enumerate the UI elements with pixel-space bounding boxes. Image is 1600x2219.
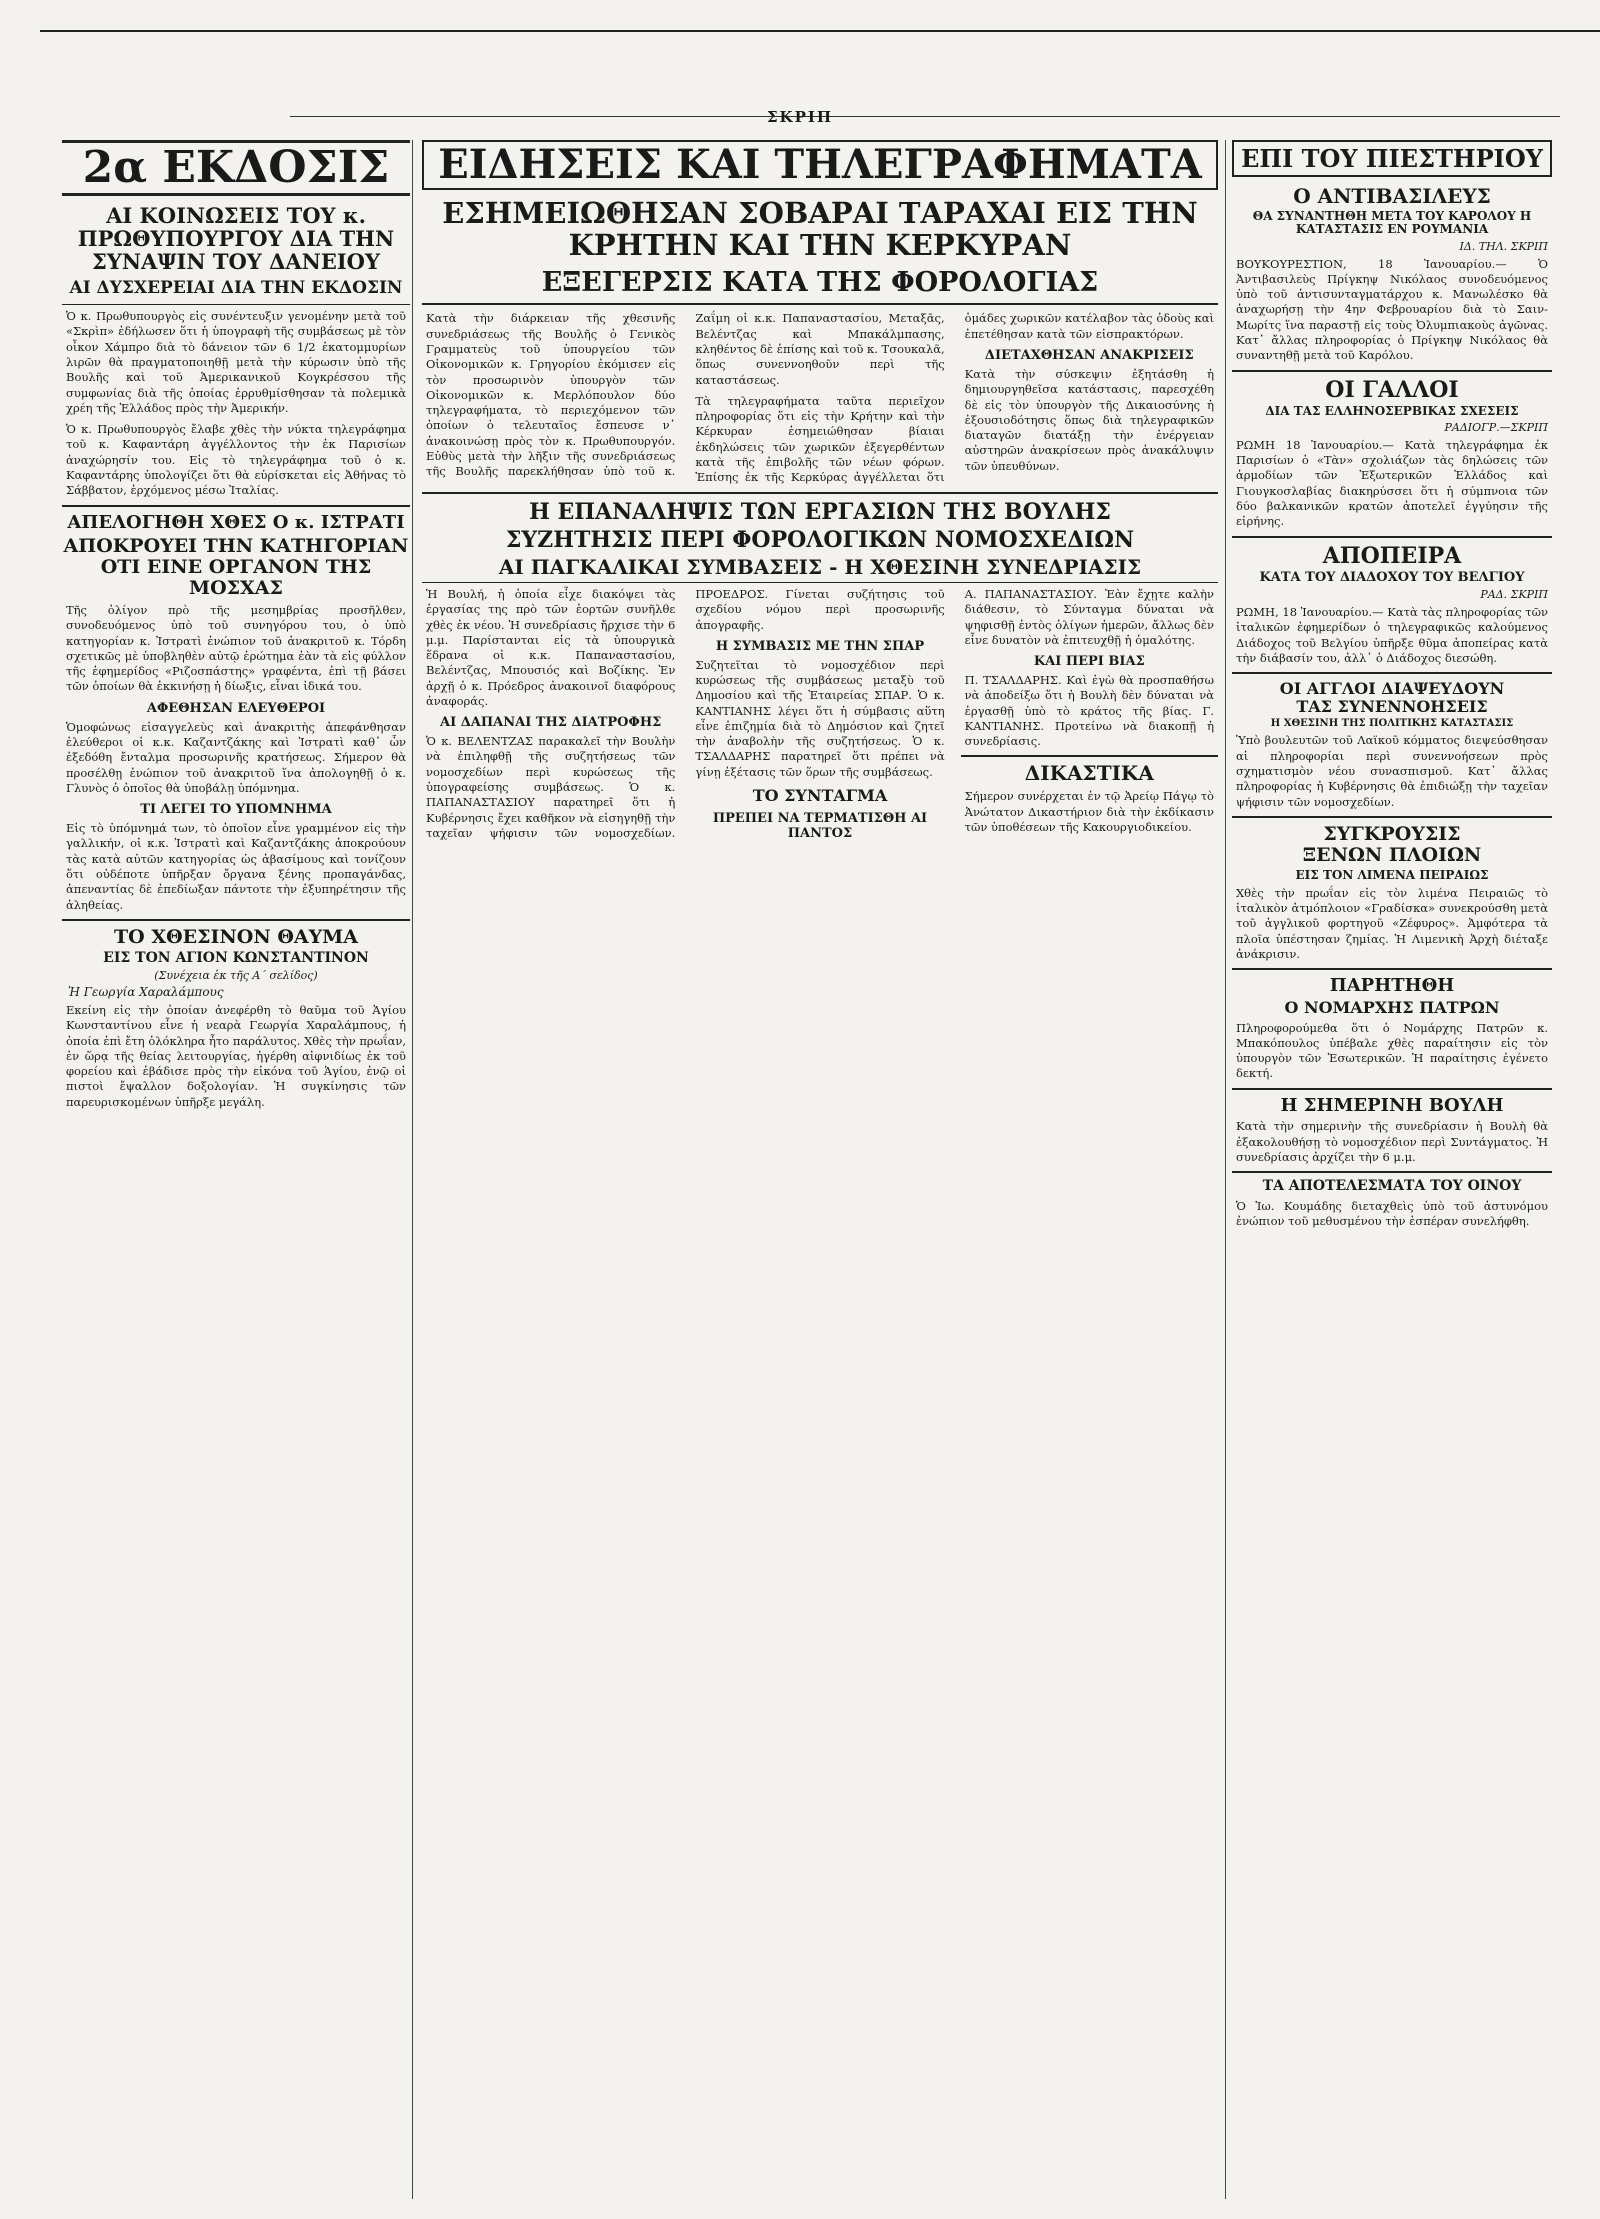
article-text: Ὁ κ. Πρωθυπουργὸς ἔλαβε χθὲς τὴν νύκτα τηλεγράφημα τοῦ κ. Καφαντάρη ἀγγέλλοντος τὴν ἐκ Παρισίων ἀναχώρησίν του. Εἰς τὸ τηλεγράφημα τοῦ ὁ κ. Καφαντάρης ὑπολογίζει ὅτι θὰ εὑρίσκεται εἰς Ἀθήνας τὸ Σάββατον, ἐρχόμενος μέσω Ἰταλίας. [66, 422, 406, 498]
article-text: Εκείνη εἰς τὴν ὁποίαν ἀνεφέρθη τὸ θαῦμα τοῦ Ἁγίου Κωνσταντίνου εἶνε ἡ νεαρὰ Γεωργία Χαραλάμπους, ἡ ὁποία ἐπὶ ἔτη ὁλόκληρα ἦτο παράλυτος. Χθὲς τὴν πρωΐαν, ἐν ὥρᾳ τῆς θείας λειτουργίας, ἠγέρθη αἰφνιδίως ἐκ τοῦ φορείου καὶ ἐβάδισε πρὸς τὴν εἰκόνα τοῦ Ἁγίου, ἐνῷ οἱ πιστοὶ ἔψαλλον δοξολογίαν. Ἡ συγκίνησις τῶν παρευρισκομένων ὑπῆρξε μεγάλη. [66, 1003, 406, 1109]
column-divider [412, 140, 413, 2199]
article-text: ΡΩΜΗ 18 Ἰανουαρίου.— Κατὰ τηλεγράφημα ἐκ Παρισίων ὁ «Τὰν» σχολιάζων τὰς δηλώσεις τῶν ἁρμοδίων τῶν Ἐξωτερικῶν Ἑλλάδος καὶ Γιουγκοσλαβίας διακηρύσσει ὅτι ἡ σύμπνοια τῶν δύο βαλκανικῶν κρατῶν ἀποτελεῖ ἐγγύησιν τῆς εἰρήνης. [1236, 437, 1548, 529]
headline-regent: Ο ΑΝΤΙΒΑΣΙΛΕΥΣ [1293, 184, 1491, 209]
section-heading: Η ΣΥΜΒΑΣΙΣ ΜΕ ΤΗΝ ΣΠΑΡ [715, 638, 925, 654]
section-heading: ΑΦΕΘΗΣΑΝ ΕΛΕΥΘΕΡΟΙ [146, 700, 326, 716]
article-text: Πληροφορούμεθα ὅτι ὁ Νομάρχης Πατρῶν κ. Μπακόπουλος ὑπέβαλε χθὲς παραίτησιν εἰς τὸν ὑπουργὸν τῶν Ἐσωτερικῶν. Ἡ παραίτησις ἐγένετο δεκτή. [1236, 1020, 1548, 1081]
headline-wine: ΤΑ ΑΠΟΤΕΛΕΣΜΑΤΑ ΤΟΥ ΟΙΝΟΥ [1262, 1178, 1522, 1195]
news-banner: ΕΙΔΗΣΕΙΣ ΚΑΙ ΤΗΛΕΓΡΑΦΗΜΑΤΑ [422, 140, 1218, 190]
article-text: Ὁ κ. Πρωθυπουργὸς εἰς συνέντευξιν γενομένην μετὰ τοῦ «Σκρὶπ» ἐδήλωσεν ὅτι ἡ ὑπογραφὴ τῆς συμβάσεως μὲ τὸν οἶκον Χάμπρο διὰ τὸ δάνειον τῶν 6 1/2 ἑκατομμυρίων λιρῶν θὰ πραγματοποιηθῇ μετὰ τὴν κύρωσιν ὑπὸ τῆς Βουλῆς καὶ τοῦ Ἀμερικανικοῦ Κογκρέσσου τῆς συμφωνίας διὰ τῆς ὁποίας ἐρρυθμίσθησαν τὰ πολεμικὰ χρέη τῆς Ἑλλάδος πρὸς τὴν Ἀμερικήν. [66, 309, 406, 415]
headline-riots: ΕΣΗΜΕΙΩΘΗΣΑΝ ΣΟΒΑΡΑΙ ΤΑΡΑΧΑΙ ΕΙΣ ΤΗΝ ΚΡΗΤΗΝ ΚΑΙ ΤΗΝ ΚΕΡΚΥΡΑΝ [442, 196, 1198, 262]
subheadline-denial: ΤΑΣ ΣΥΝΕΝΝΟΗΣΕΙΣ [1296, 696, 1488, 716]
article-text: Κατὰ τὴν σημερινὴν τῆς συνεδρίασιν ἡ Βουλὴ θὰ ἐξακολουθήσῃ τὸ νομοσχέδιον περὶ Συντάγματος. Ἡ συνεδρίασις ἀρχίζει τὴν 6 μ.μ. [1236, 1119, 1548, 1165]
section-heading: ΤΙ ΛΕΓΕΙ ΤΟ ΥΠΟΜΝΗΜΑ [140, 802, 332, 818]
article-text: Χθὲς τὴν πρωΐαν εἰς τὸν λιμένα Πειραιῶς τὸ ἰταλικὸν ἀτμόπλοιον «Γραδίσκα» συνεκρούσθη μετὰ τοῦ ἀγγλικοῦ φορτηγοῦ «Ζέφυρος». Ἀμφότερα τὰ πλοῖα ὑπέστησαν ζημίας. Ἡ Λιμενικὴ Ἀρχὴ διέταξε ἀνάκρισιν. [1236, 885, 1548, 961]
subheadline-miracle: ΕΙΣ ΤΟΝ ΑΓΙΟΝ ΚΩΝΣΤΑΝΤΙΝΟΝ [103, 949, 369, 966]
subheadline-riots: ΕΞΕΓΕΡΣΙΣ ΚΑΤΑ ΤΗΣ ΦΟΡΟΛΟΓΙΑΣ [541, 266, 1099, 298]
headline-collision: ΣΥΓΚΡΟΥΣΙΣ [1323, 822, 1461, 845]
parliament-article [422, 587, 1218, 843]
subheadline-parliament: ΣΥΖΗΤΗΣΙΣ ΠΕΡΙ ΦΟΡΟΛΟΓΙΚΩΝ ΝΟΜΟΣΧΕΔΙΩΝ [505, 526, 1135, 553]
article-text: ΒΟΥΚΟΥΡΕΣΤΙΟΝ, 18 Ἰανουαρίου.— Ὁ Ἀντιβασιλεὺς Πρίγκηψ Νικόλαος συνοδευόμενος ὑπὸ τοῦ ἀντισυνταγματάρχου κ. Μανωλέσκο θὰ ἀναχωρήσῃ τὴν 4ην Φεβρουαρίου διὰ τὸ Σαιν-Μωρίτς ἵνα παραστῇ εἰς τοὺς Ὀλυμπιακοὺς ἀγῶνας. Κατ᾽ ἄλλας πληροφορίας ὁ Πρίγκηψ Νικόλαος θὰ συναντηθῇ μετὰ τοῦ Καρόλου. [1236, 256, 1548, 363]
subheadline-session: ΑΙ ΠΑΓΚΑΛΙΚΑΙ ΣΥΜΒΑΣΕΙΣ - Η ΧΘΕΣΙΝΗ ΣΥΝΕΔΡΙΑΣΙΣ [498, 554, 1142, 579]
subheadline-ships: ΞΕΝΩΝ ΠΛΟΙΩΝ [1302, 843, 1482, 866]
article-text: Ὁμοφώνως εἰσαγγελεὺς καὶ ἀνακριτὴς ἀπεφάνθησαν ἐλεύθεροι οἱ κ.κ. Καζαντζάκης καὶ Ἰστρατὶ καθ᾽ ὧν ἐξεδόθη ἔνταλμα προσωρινῆς κρατήσεως. Σήμερον θὰ προσέλθῃ ἐνώπιον τοῦ ἀνακριτοῦ ἵνα ἀπολογηθῇ ὁ κ. Γλυνὸς ὁ ὁποῖος θὰ ὑποβάλῃ ὑπόμνημα. [66, 719, 406, 795]
middle-column [422, 140, 1218, 843]
dateline: ΙΔ. ΤΗΛ. ΣΚΡΙΠ [1459, 239, 1548, 253]
section-heading: ΤΟ ΣΥΝΤΑΓΜΑ [752, 786, 888, 806]
headline-denial: ΟΙ ΑΓΓΛΟΙ ΔΙΑΨΕΥΔΟΥΝ [1279, 679, 1505, 699]
top-rule [40, 30, 1600, 32]
subheadline-prefect: Ο ΝΟΜΑΡΧΗΣ ΠΑΤΡΩΝ [1284, 997, 1500, 1017]
subheadline-politics: Η ΧΘΕΣΙΝΗ ΤΗΣ ΠΟΛΙΤΙΚΗΣ ΚΑΤΑΣΤΑΣΙΣ [1270, 718, 1514, 730]
article-text: Α. ΠΑΠΑΝΑΣΤΑΣΙΟΥ. Ἐὰν ἔχῃτε καλὴν διάθεσιν, τὸ Σύνταγμα δύναται νὰ ψηφισθῇ ἐντὸς ὀλίγων ἡμερῶν, ἄλλως δὲν εἶνε δυνατὸν νὰ ἐπιτευχθῇ ἡ ὁμαλότης. [964, 586, 1214, 647]
article-text: Συζητεῖται τὸ νομοσχέδιον περὶ κυρώσεως τῆς συμβάσεως μεταξὺ τοῦ Δημοσίου καὶ τῆς Ἑταιρείας ΣΠΑΡ. Ὁ κ. ΚΑΝΤΙΑΝΗΣ λέγει ὅτι ἡ σύμβασις αὕτη εἶνε ἐπιζημία διὰ τὸ Δημόσιον καὶ ζητεῖ τὴν ἀναβολὴν τῆς συζητήσεως. Ὁ κ. ΤΣΑΛΔΑΡΗΣ παρατηρεῖ ὅτι πρέπει νὰ γίνῃ ἐξέτασις τῶν ὅρων τῆς συμβάσεως. [695, 657, 945, 779]
article-text: Κατὰ τὴν σύσκεψιν ἐξητάσθη ἡ δημιουργηθεῖσα κατάστασις, παρεσχέθη δὲ εἰς τὸν ὑπουργὸν τῆς Δικαιοσύνης ἡ ἐξουσιοδότησις ὅπως διὰ τηλεγραφικῶν διαταγῶν διατάξῃ τὴν ἐνέργειαν αὐστηρῶν ἀνακρίσεων πρὸς ἀνακάλυψιν τῶν ὑπευθύνων. [964, 367, 1214, 473]
subheadline-piraeus: ΕΙΣ ΤΟΝ ΛΙΜΕΝΑ ΠΕΙΡΑΙΩΣ [1295, 867, 1489, 882]
subheadline-regent: ΘΑ ΣΥΝΑΝΤΗΘΗ ΜΕΤΑ ΤΟΥ ΚΑΡΟΛΟΥ Η ΚΑΤΑΣΤΑΣΙΣ ΕΝ ΡΟΥΜΑΝΙΑ [1252, 209, 1532, 237]
subheadline-french: ΔΙΑ ΤΑΣ ΕΛΛΗΝΟΣΕΡΒΙΚΑΣ ΣΧΕΣΕΙΣ [1265, 403, 1519, 418]
headline-resigned: ΠΑΡΗΤΗΘΗ [1329, 975, 1455, 997]
headline-parliament: Η ΕΠΑΝΑΛΗΨΙΣ ΤΩΝ ΕΡΓΑΣΙΩΝ ΤΗΣ ΒΟΥΛΗΣ [529, 498, 1111, 525]
subheadline-istrati: ΑΠΟΚΡΟΥΕΙ ΤΗΝ ΚΑΤΗΓΟΡΙΑΝ ΟΤΙ ΕΙΝΕ ΟΡΓΑΝΟΝ ΤΗΣ ΜΟΣΧΑΣ [63, 535, 409, 600]
headline-attempt: ΑΠΟΠΕΙΡΑ [1322, 542, 1462, 569]
article-text: Εἰς τὸ ὑπόμνημά των, τὸ ὁποῖον εἶνε γραμμένον εἰς τὴν γαλλικήν, οἱ κ.κ. Ἰστρατὶ καὶ Καζαντζάκης ἀποκρούουν τὰς κατὰ αὐτῶν κατηγορίας ὡς ἀβασίμους καὶ τονίζουν ὅτι οὐδέποτε ὑπῆρξαν ὄργανα ξένης προπαγάνδας, ἀπεναντίας δὲ ἐπεδίωξαν πάντοτε τὴν ἐξυπηρέτησιν τῆς ἀληθείας. [66, 821, 406, 912]
right-column [1232, 140, 1552, 1235]
article-text: Τὰ τηλεγραφήματα ταῦτα περιεῖχον πληροφορίας ὅτι εἰς τὴν Κρήτην καὶ τὴν Κέρκυραν ἐσημειώθησαν βίαιαι ἐκδηλώσεις τῶν χωρικῶν ἐξεγερθέντων κατὰ τῆς ἐπιβολῆς τῶν νέων φόρων. Ἐπίσης ἐκ τῆς Κερκύρας ἀγγέλλεται ὅτι ὁμάδες χωρικῶν κατέλαβον τὰς ὁδοὺς καὶ ἐπετέθησαν κατὰ τῶν εἰσπρακτόρων. [695, 311, 1214, 485]
article-text: Κατὰ τὴν διάρκειαν τῆς χθεσινῆς συνεδριάσεως τῆς Βουλῆς ὁ Γενικὸς Γραμματεὺς τοῦ ὑπουργείου τῶν Οἰκονομικῶν κ. Γρηγορίου ἐκόμισεν εἰς τὸν προσωρινὸν ὑπουργὸν τῶν Οἰκονομικῶν κ. Μερλόπουλον δύο τηλεγραφήματα, τὸ περιεχόμενον τῶν ὁποίων ὁ τελευταῖος ἔσπευσε ν᾽ ἀνακοινώσῃ πρὸς τὸν κ. Πρωθυπουργόν. Εὐθὺς μετὰ τὴν λῆξιν τῆς συνεδριάσεως τῆς Βουλῆς παρεκλήθησαν ὑπὸ τοῦ κ. Ζαΐμη οἱ κ.κ. Παπαναστασίου, Μεταξᾶς, Βελέντζας καὶ Μπακάλμπασης, κληθέντος δὲ ἐπίσης καὶ τοῦ κ. Τσουκαλᾶ, ὅπως συνεννοηθοῦν περὶ τῆς καταστάσεως. [426, 311, 945, 479]
edition-title: 2α ΕΚΔΟΣΙΣ [62, 140, 410, 196]
headline-premier: ΑΙ ΚΟΙΝΩΣΕΙΣ ΤΟΥ κ. ΠΡΩΘΥΠΟΥΡΓΟΥ ΔΙΑ ΤΗΝ ΣΥΝΑΨΙΝ ΤΟΥ ΔΑΝΕΙΟΥ [77, 203, 395, 275]
article-text: Π. ΤΣΑΛΔΑΡΗΣ. Καὶ ἐγὼ θὰ προσπαθήσω νὰ ἀποδείξω ὅτι ἡ Βουλὴ δὲν δύναται νὰ ἐργασθῇ ὑπὸ τὸ κράτος τῆς βίας. Γ. ΚΑΝΤΙΑΝΗΣ. Προτείνω νὰ διακοπῇ ἡ συνεδρίασις. [964, 673, 1214, 749]
subheadline-attempt: ΚΑΤΑ ΤΟΥ ΔΙΑΔΟΧΟΥ ΤΟΥ ΒΕΛΓΙΟΥ [1259, 569, 1525, 585]
dateline: ΡΑΔΙΟΓΡ.—ΣΚΡΙΠ [1444, 420, 1548, 434]
section-heading: ΚΑΙ ΠΕΡΙ ΒΙΑΣ [1033, 654, 1145, 670]
article-text: Ὁ κ. ΒΕΛΕΝΤΖΑΣ παρακαλεῖ τὴν Βουλὴν νὰ ἐπιληφθῇ τῆς συζητήσεως τῶν νομοσχεδίων περὶ κυρώσεως τῆς ὑπογραφείσης συμβάσεως. Ὁ κ. ΠΑΠΑΝΑΣΤΑΣΙΟΥ παρατηρεῖ ὅτι ἡ Κυβέρνησις ἔχει καθῆκον νὰ εἰσηγηθῇ τὴν ταχεῖαν ψήφισιν τῶν νομοσχεδίων. ΠΡΟΕΔΡΟΣ. Γίνεται συζήτησις τοῦ σχεδίου νόμου περὶ προσωρινῆς ἀπογραφῆς. [426, 586, 945, 840]
continuation-note: (Συνέχεια ἐκ τῆς Α´ σελίδος) [154, 969, 318, 983]
left-column [62, 140, 410, 1116]
column-divider [1225, 140, 1226, 2199]
headline-miracle: ΤΟ ΧΘΕΣΙΝΟΝ ΘΑΥΜΑ [114, 925, 358, 948]
article-text: Σήμερον συνέρχεται ἐν τῷ Ἀρείῳ Πάγῳ τὸ Ἀνώτατον Δικαστήριον διὰ τὴν ἐκδίκασιν τῶν ὑποθέσεων τῆς Κακουργιοδικείου. [964, 789, 1214, 835]
article-text: Τῆς ὀλίγον πρὸ τῆς μεσημβρίας προσῆλθεν, συνοδευόμενος ὑπὸ τοῦ συνηγόρου του, ὁ ὑπὸ κατηγορίαν κ. Ἰστρατὶ ἐνώπιον τοῦ ἀνακριτοῦ κ. Τόρδη σχετικῶς μὲ ὑποβληθὲν αὐτῷ ἐρώτημα ἐὰν τὰ εἰς φύλλον τῆς ἐφημερίδος «Ριζοσπάστης» γραφέντα, ἐπὶ τῇ βάσει τῶν ὁποίων θὰ ἐκκινήσῃ ἡ δίωξις, εἶναι ἰδικά του. [66, 603, 406, 694]
headline-parliament-today: Η ΣΗΜΕΡΙΝΗ ΒΟΥΛΗ [1280, 1094, 1504, 1116]
riots-article [422, 311, 1218, 485]
section-heading: ΔΙΕΤΑΧΘΗΣΑΝ ΑΝΑΚΡΙΣΕΙΣ [984, 348, 1194, 364]
subheadline-premier: ΑΙ ΔΥΣΧΕΡΕΙΑΙ ΔΙΑ ΤΗΝ ΕΚΔΟΣΙΝ [69, 278, 403, 299]
masthead: ΣΚΡΙΠ [766, 108, 834, 126]
press-banner: ΕΠΙ ΤΟΥ ΠΙΕΣΤΗΡΙΟΥ [1232, 140, 1552, 177]
dateline: ΡΑΔ. ΣΚΡΙΠ [1480, 588, 1548, 602]
section-heading: ΔΙΚΑΣΤΙΚΑ [961, 755, 1218, 785]
article-text: Ὑπὸ βουλευτῶν τοῦ Λαϊκοῦ κόμματος διεψεύσθησαν αἱ πληροφορίαι περὶ συνεννοήσεων πρὸς σχηματισμὸν νέου συνασπισμοῦ. Κατ᾽ ἄλλας πληροφορίας ἡ Κυβέρνησις θὰ ἐπιδιώξῃ τὴν ταχεῖαν ψήφισιν τῶν νομοσχεδίων. [1236, 733, 1548, 809]
section-heading: ΠΡΕΠΕΙ ΝΑ ΤΕΡΜΑΤΙΣΘΗ ΑΙ ΠΑΝΤΟΣ [712, 811, 928, 842]
article-text: ΡΩΜΗ, 18 Ἰανουαρίου.— Κατὰ τὰς πληροφορίας τῶν ἰταλικῶν ἐφημερίδων ὁ τηλεγραφικῶς καλούμενος Διάδοχος τοῦ Βελγίου ὑπῆρξε θῦμα ἀποπείρας κατὰ τὴν διάβασίν του, ἀλλ᾽ ὁ Διάδοχος διεσώθη. [1236, 605, 1548, 665]
article-text: Ὁ Ἰω. Κουμάδης διεταχθεὶς ὑπὸ τοῦ ἀστυνόμου ἐνώπιον τοῦ μεθυσμένου τὴν ἑσπέραν συνελήφθη. [1236, 1198, 1548, 1228]
section-heading: ΑΙ ΔΑΠΑΝΑΙ ΤΗΣ ΔΙΑΤΡΟΦΗΣ [440, 715, 662, 731]
headline-french: ΟΙ ΓΑΛΛΟΙ [1325, 376, 1459, 403]
article-text: Ἡ Βουλή, ἡ ὁποία εἶχε διακόψει τὰς ἐργασίας της πρὸ τῶν ἑορτῶν συνῆλθε χθὲς ἐκ νέου. Ἡ συνεδρίασις ἤρχισε τὴν 6 μ.μ. Παρίστανται εἰς τὰ ὑπουργικὰ ἕδρανα οἱ κ.κ. Παπαναστασίου, Βελέντζας, Μπουσιός καὶ Βοζίκης. Ἐν ἀρχῇ ὁ κ. Πρόεδρος ἀνακοινοῖ διαφόρους ἀναφοράς. [426, 586, 676, 708]
article-byline: Ἡ Γεωργία Χαραλάμπους [68, 985, 224, 1000]
headline-istrati: ΑΠΕΛΟΓΗΘΗ ΧΘΕΣ Ο κ. ΙΣΤΡΑΤΙ [67, 511, 405, 533]
